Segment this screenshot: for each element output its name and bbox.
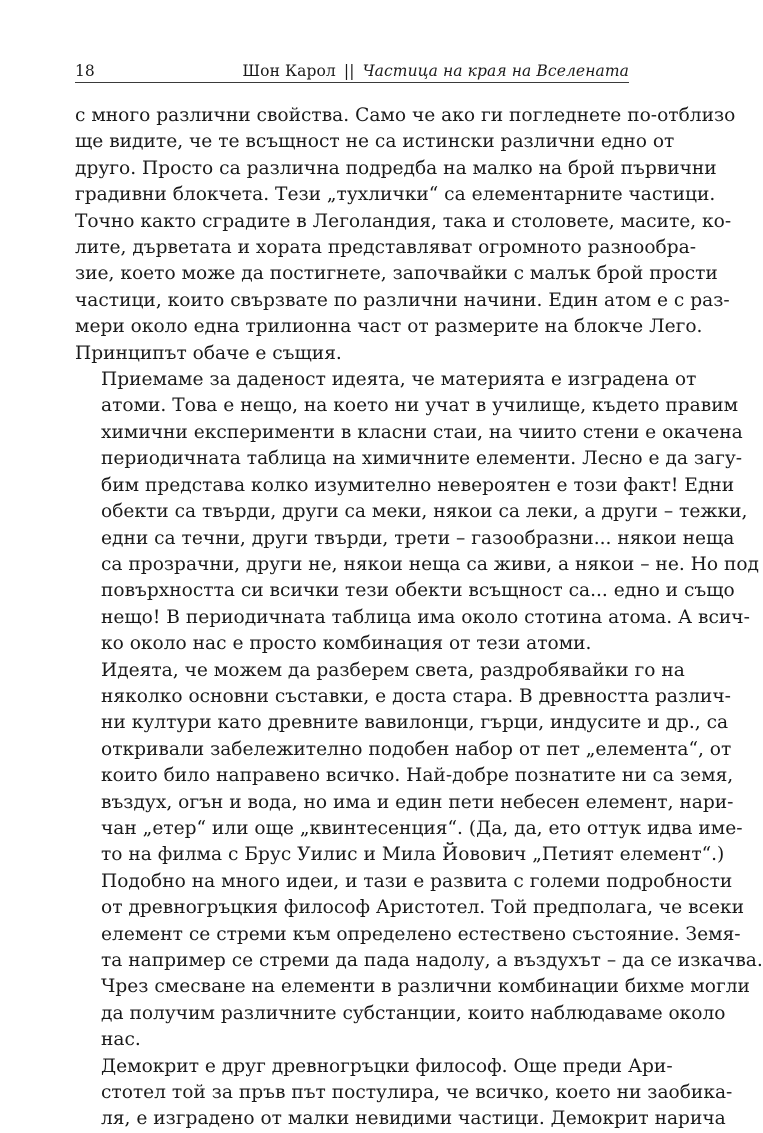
text-line: ни култури като древните вавилонци, гърци, индусите и др., са	[101, 712, 729, 734]
text-line: Точно както сградите в Леголандия, така и столовете, масите, ко-	[75, 210, 732, 232]
header-title	[242, 61, 629, 81]
text-line: периодичната таблица на химичните елементи. Лесно е да загу-	[101, 448, 743, 470]
text-line: друго. Просто са различна подредба на малко на брой първични	[75, 157, 717, 179]
text-line: частици, които свързвате по различни начини. Един атом е с раз-	[75, 289, 730, 311]
text-line: Демокрит е друг древногръцки философ. Още преди Ари-	[101, 1055, 673, 1077]
text-line: са прозрачни, други не, някои неща са живи, а някои – не. Но под	[101, 553, 760, 575]
text-line: да получим различните субстанции, които наблюдаваме около	[101, 1002, 726, 1024]
body-text	[75, 103, 763, 1133]
text-line: бим представа колко изумително невероятен е този факт! Едни	[101, 474, 735, 496]
text-line: елемент се стреми към определено естествено състояние. Земя-	[101, 923, 741, 945]
header-book-title: Частица на края на Вселената	[362, 62, 629, 80]
paragraph	[75, 658, 763, 1054]
text-line: лите, дърветата и хората представляват огромното разнообра-	[75, 237, 697, 259]
text-line: ля, е изградено от малки невидими частици. Демокрит нарича	[101, 1108, 726, 1130]
text-line: обекти са твърди, други са меки, някои са леки, а други – тежки,	[101, 501, 748, 523]
text-line: с много различни свойства. Само че ако ги погледнете по-отблизо	[75, 105, 736, 126]
text-line: атоми. Това е нещо, на което ни учат в училище, където правим	[101, 395, 739, 417]
header-separator: ||	[343, 62, 355, 80]
page-number: 18	[75, 62, 95, 80]
paragraph	[75, 1054, 733, 1133]
text-line: въздух, огън и вода, но има и един пети небесен елемент, нари-	[101, 791, 734, 813]
text-line: Подобно на много идеи, и тази е развита с големи подробности	[101, 870, 733, 892]
text-line: нас.	[101, 1029, 141, 1051]
text-line: Идеята, че можем да разберем света, раздробявайки го на	[101, 659, 685, 681]
text-line: от древногръцкия философ Аристотел. Той предполага, че всеки	[101, 897, 744, 919]
text-line: зие, което може да постигнете, започвайки с малък брой прости	[75, 263, 718, 285]
text-line: едни са течни, други твърди, трети – газообразни... някои неща	[101, 527, 735, 549]
header-author: Шон Карол	[242, 62, 336, 80]
text-line: няколко основни съставки, е доста стара. В древността различ-	[101, 685, 731, 707]
text-line: Принципът обаче е същия.	[75, 342, 342, 364]
paragraph	[75, 367, 760, 657]
text-line: градивни блокчета. Тези „тухлички“ са елементарните частици.	[75, 184, 716, 206]
text-line: чан „етер“ или още „квинтесенция“. (Да, да, ето оттук идва име-	[101, 817, 743, 839]
text-line: нещо! В периодичната таблица има около стотина атома. А всич-	[101, 606, 750, 628]
text-line: Приемаме за даденост идеята, че материята е изградена от	[101, 369, 697, 391]
text-line: ко около нас е просто комбинация от тези атоми.	[101, 633, 592, 655]
text-line: ще видите, че те всъщност не са истински различни едно от	[75, 131, 675, 153]
text-line: Чрез смесване на елементи в различни комбинации бихме могли	[101, 976, 750, 998]
text-line: повърхността си всички тези обекти всъщност са... едно и също	[101, 580, 735, 602]
text-line: то на филма с Брус Уилис и Мила Йовович „Петият елемент“.)	[101, 844, 725, 866]
text-line: откривали забележително подобен набор от пет „елемента“, от	[101, 738, 732, 760]
text-line: стотел той за пръв път постулира, че всичко, което ни заобика-	[101, 1082, 733, 1104]
text-line: та например се стреми да пада надолу, а въздухът – да се изкачва.	[101, 950, 763, 971]
text-line: химични експерименти в класни стаи, на чиито стени е окачена	[101, 421, 743, 443]
text-line: мери около една трилионна част от размерите на блокче Лего.	[75, 316, 703, 338]
running-header	[75, 58, 629, 83]
text-line: които било направено всичко. Най-добре познатите ни са земя,	[101, 765, 734, 787]
paragraph	[75, 103, 736, 367]
